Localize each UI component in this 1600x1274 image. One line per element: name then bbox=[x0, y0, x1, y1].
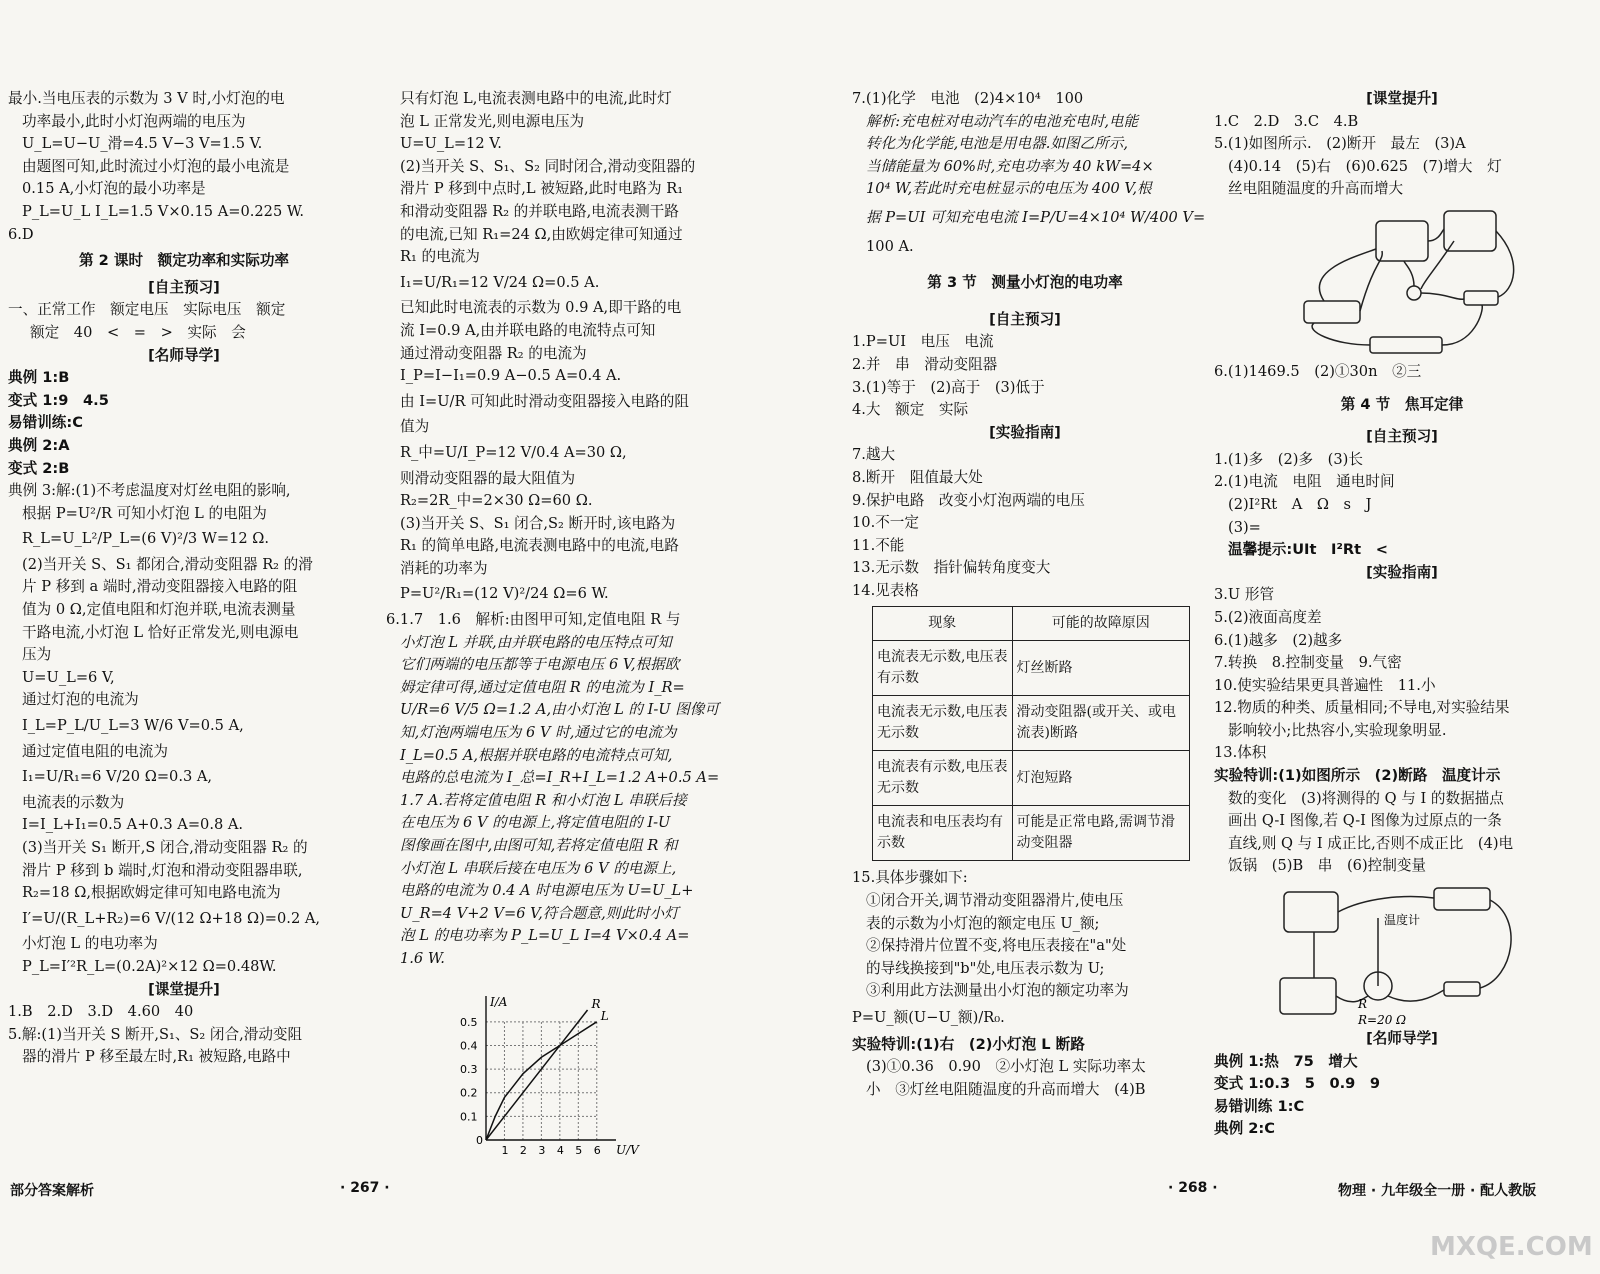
text-line: 由题图可知,此时流过小灯泡的最小电流是 bbox=[22, 157, 290, 175]
text-line: 在电压为 6 V 的电源上,将定值电阻的 I-U bbox=[400, 814, 671, 832]
text-line: 知,灯泡两端电压为 6 V 时,通过它的电流为 bbox=[400, 724, 677, 742]
resistor-label: R bbox=[1358, 997, 1368, 1012]
text-line: 小灯泡 L 的电功率为 bbox=[22, 935, 158, 953]
text-line: P=U_额(U−U_额)/R₀. bbox=[852, 1009, 1005, 1027]
text-line: 表的示数为小灯泡的额定电压 U_额; bbox=[866, 914, 1100, 932]
text-line: 温馨提示:UIt I²Rt < bbox=[1228, 541, 1388, 559]
text-line: I=I_L+I₁=0.5 A+0.3 A=0.8 A. bbox=[22, 816, 244, 834]
text-line: (3)①0.36 0.90 ②小灯泡 L 实际功率太 bbox=[866, 1058, 1146, 1076]
thermometer-label: 温度计 bbox=[1384, 913, 1421, 928]
subsection-heading: [课堂提升] bbox=[148, 980, 220, 998]
series-label: R bbox=[591, 997, 601, 1011]
text-line: 5.(1)如图所示. (2)断开 最左 (3)A bbox=[1214, 135, 1466, 153]
text-line: 10⁴ W,若此时充电桩显示的电压为 400 V,根 bbox=[866, 180, 1152, 198]
text-line: (3)当开关 S、S₁ 闭合,S₂ 断开时,该电路为 bbox=[400, 514, 676, 532]
subsection-heading: [名师导学] bbox=[1366, 1030, 1438, 1048]
text-line: 电流表的示数为 bbox=[22, 793, 125, 811]
text-line: 6.D bbox=[8, 225, 34, 243]
text-line: (2)当开关 S、S₁ 都闭合,滑动变阻器 R₂ 的滑 bbox=[22, 555, 313, 573]
ammeter-shape bbox=[1376, 221, 1428, 261]
rheostat-shape bbox=[1304, 301, 1360, 323]
text-line: 6.(1)1469.5 (2)①30n ②三 bbox=[1214, 362, 1422, 380]
text-line: 它们两端的电压都等于电源电压 6 V,根据欧 bbox=[400, 656, 680, 674]
text-line: 额定 40 < = > 实际 会 bbox=[30, 323, 246, 341]
table-cell: 电流表和电压表均有示数 bbox=[873, 806, 1013, 861]
iu-chart bbox=[452, 990, 639, 1160]
column-2 bbox=[386, 88, 736, 971]
text-line: 变式 2:B bbox=[8, 459, 70, 477]
text-line: 典例 3:解:(1)不考虑温度对灯丝电阻的影响, bbox=[8, 482, 291, 500]
text-line: R₁ 的电流为 bbox=[400, 248, 480, 266]
text-line: ①闭合开关,调节滑动变阻器滑片,使电压 bbox=[866, 892, 1124, 910]
text-line: I_P=I−I₁=0.9 A−0.5 A=0.4 A. bbox=[400, 367, 622, 385]
text-line: 9.保护电路 改变小灯泡两端的电压 bbox=[852, 491, 1085, 509]
text-line: 1.7 A.若将定值电阻 R 和小灯泡 L 串联后接 bbox=[400, 791, 687, 809]
text-line: 7.(1)化学 电池 (2)4×10⁴ 100 bbox=[852, 90, 1084, 107]
text-line: 画出 Q-I 图像,若 Q-I 图像为过原点的一条 bbox=[1228, 812, 1502, 830]
text-line: 干路电流,小灯泡 L 恰好正常发光,则电源电 bbox=[22, 623, 299, 641]
text-line: 12.物质的种类、质量相同;不导电,对实验结果 bbox=[1214, 699, 1510, 717]
table-cell: 电流表无示数,电压表有示数 bbox=[873, 641, 1013, 696]
text-line: 片 P 移到 a 端时,滑动变阻器接入电路的阻 bbox=[22, 578, 298, 596]
y-tick-label: 0.4 bbox=[460, 1039, 478, 1053]
text-line: I_L=P_L/U_L=3 W/6 V=0.5 A, bbox=[22, 717, 244, 735]
text-line: P=U²/R₁=(12 V)²/24 Ω=6 W. bbox=[400, 585, 609, 603]
text-line: 功率最小,此时小灯泡两端的电压为 bbox=[22, 112, 246, 130]
subsection-heading: [实验指南] bbox=[1366, 563, 1438, 581]
text-line: 通过定值电阻的电流为 bbox=[22, 742, 168, 760]
table-header-row bbox=[873, 607, 1190, 641]
text-line: 滑片 P 移到中点时,L 被短路,此时电路为 R₁ bbox=[400, 180, 684, 198]
table-header-cell: 可能的故障原因 bbox=[1012, 607, 1189, 641]
series-line-R bbox=[486, 1010, 588, 1140]
text-line: 器的滑片 P 移至最左时,R₁ 被短路,电路中 bbox=[22, 1048, 291, 1066]
table-header-cell: 现象 bbox=[873, 607, 1013, 641]
text-line: 据 P=UI 可知充电电流 I=P/U=4×10⁴ W/400 V= bbox=[866, 208, 1206, 226]
fault-table bbox=[872, 606, 1190, 861]
text-line: 一、正常工作 额定电压 实际电压 额定 bbox=[8, 301, 286, 319]
text-line: (4)0.14 (5)右 (6)0.625 (7)增大 灯 bbox=[1228, 157, 1502, 175]
text-line: P_L=I′²R_L=(0.2A)²×12 Ω=0.48W. bbox=[22, 957, 277, 975]
origin-label: 0 bbox=[476, 1134, 483, 1147]
text-line: 泡 L 正常发光,则电源电压为 bbox=[400, 112, 585, 130]
text-line: 电路的电流为 0.4 A 时电源电压为 U=U_L+ bbox=[400, 882, 694, 900]
table-cell: 电流表无示数,电压表无示数 bbox=[873, 696, 1013, 751]
table-row bbox=[873, 641, 1190, 696]
text-line: (2)当开关 S、S₁、S₂ 同时闭合,滑动变阻器的 bbox=[400, 157, 696, 175]
table-cell: 灯丝断路 bbox=[1012, 641, 1189, 696]
text-line: 8.断开 阻值最大处 bbox=[852, 468, 983, 486]
x-axis-label: U/V bbox=[616, 1143, 639, 1157]
circuit-diagram-2 bbox=[1274, 878, 1534, 1028]
text-line: R₂=18 Ω,根据欧姆定律可知电路电流为 bbox=[22, 884, 281, 902]
text-line: 典例 1:B bbox=[8, 369, 70, 387]
text-line: 7.转换 8.控制变量 9.气密 bbox=[1214, 654, 1402, 672]
text-line: 直线,则 Q 与 I 成正比,否则不成正比 (4)电 bbox=[1228, 834, 1514, 852]
text-line: U_L=U−U_滑=4.5 V−3 V=1.5 V. bbox=[22, 135, 263, 153]
text-line: 13.体积 bbox=[1214, 744, 1267, 762]
column-3 bbox=[852, 88, 1206, 1101]
text-line: 3.U 形管 bbox=[1214, 586, 1275, 604]
text-line: 1.B 2.D 3.D 4.60 40 bbox=[8, 1003, 194, 1021]
battery-shape bbox=[1370, 337, 1442, 353]
text-line: 典例 1:热 75 增大 bbox=[1214, 1052, 1358, 1070]
text-line: 3.(1)等于 (2)高于 (3)低于 bbox=[852, 378, 1045, 396]
text-line: 图像画在图中,由图可知,若将定值电阻 R 和 bbox=[400, 837, 678, 854]
text-line: 13.无示数 指针偏转角度变大 bbox=[852, 559, 1051, 577]
text-line: R_中=U/I_P=12 V/0.4 A=30 Ω, bbox=[400, 443, 627, 461]
footer-right: 物理 · 九年级全一册 · 配人教版 bbox=[1338, 1183, 1537, 1199]
text-line: 易错训练 1:C bbox=[1214, 1097, 1305, 1115]
text-line: 0.15 A,小灯泡的最小功率是 bbox=[22, 180, 206, 198]
text-line: R_L=U_L²/P_L=(6 V)²/3 W=12 Ω. bbox=[22, 530, 270, 548]
ammeter-shape bbox=[1284, 892, 1338, 932]
text-line: 饭锅 (5)B 串 (6)控制变量 bbox=[1228, 857, 1427, 875]
text-line: 变式 1:9 4.5 bbox=[8, 391, 109, 409]
text-line: 14.见表格 bbox=[852, 581, 919, 599]
power-supply-shape bbox=[1280, 978, 1336, 1014]
x-tick-label: 2 bbox=[519, 1144, 527, 1157]
text-line: I′=U/(R_L+R₂)=6 V/(12 Ω+18 Ω)=0.2 A, bbox=[22, 909, 321, 927]
subsection-heading: [自主预习] bbox=[148, 278, 220, 296]
text-line: (3)= bbox=[1228, 518, 1261, 536]
text-line: 通过滑动变阻器 R₂ 的电流为 bbox=[400, 344, 587, 362]
text-line: U_R=4 V+2 V=6 V,符合题意,则此时小灯 bbox=[400, 904, 679, 922]
text-line: U=U_L=6 V, bbox=[22, 668, 115, 686]
text-line: 根据 P=U²/R 可知小灯泡 L 的电阻为 bbox=[22, 504, 267, 522]
text-line: 已知此时电流表的示数为 0.9 A,即干路的电 bbox=[400, 299, 682, 317]
text-line: 通过灯泡的电流为 bbox=[22, 691, 139, 709]
resistor-value-label: R=20 Ω bbox=[1358, 1013, 1407, 1028]
text-line: 小 ③灯丝电阻随温度的升高而增大 (4)B bbox=[866, 1080, 1146, 1098]
text-line: 值为 bbox=[400, 418, 430, 436]
text-line: ②保持滑片位置不变,将电压表接在"a"处 bbox=[866, 937, 1127, 955]
text-line: P_L=U_L I_L=1.5 V×0.15 A=0.225 W. bbox=[22, 202, 304, 220]
y-tick-label: 0.3 bbox=[460, 1063, 478, 1077]
column-4 bbox=[1214, 88, 1590, 1141]
text-line: 丝电阻随温度的升高而增大 bbox=[1228, 180, 1404, 198]
text-line: 滑片 P 移到 b 端时,灯泡和滑动变阻器串联, bbox=[22, 861, 303, 879]
text-line: 1.6 W. bbox=[400, 949, 445, 967]
text-line: 则滑动变阻器的最大阻值为 bbox=[400, 469, 576, 487]
text-line: 4.大 额定 实际 bbox=[852, 401, 969, 419]
table-row bbox=[873, 806, 1190, 861]
x-tick-label: 1 bbox=[501, 1144, 509, 1157]
text-line: 2.并 串 滑动变阻器 bbox=[852, 355, 998, 373]
series-label: L bbox=[600, 1008, 609, 1023]
text-line: 影响较小;比热容小,实验现象明显. bbox=[1228, 721, 1447, 739]
table-row bbox=[873, 751, 1190, 806]
text-line: 小灯泡 L 串联后接在电压为 6 V 的电源上, bbox=[400, 859, 677, 877]
text-line: 数的变化 (3)将测得的 Q 与 I 的数据描点 bbox=[1228, 789, 1504, 807]
text-line: 流 I=0.9 A,由并联电路的电流特点可知 bbox=[400, 321, 656, 339]
text-line: 值为 0 Ω,定值电阻和灯泡并联,电流表测量 bbox=[22, 601, 296, 619]
x-tick-label: 5 bbox=[575, 1144, 583, 1157]
text-line: 由 I=U/R 可知此时滑动变阻器接入电路的阻 bbox=[400, 392, 689, 410]
y-axis-label: I/A bbox=[490, 995, 508, 1009]
text-line: 当储能量为 60%时,充电功率为 40 kW=4× bbox=[866, 157, 1154, 175]
text-line: 11.不能 bbox=[852, 536, 905, 554]
table-row bbox=[873, 696, 1190, 751]
subsection-heading: [实验指南] bbox=[989, 423, 1061, 441]
text-line: 小灯泡 L 并联,由并联电路的电压特点可知 bbox=[400, 633, 672, 651]
text-line: 2.(1)电流 电阻 通电时间 bbox=[1214, 473, 1395, 491]
section-title: 第 3 节 测量小灯泡的电功率 bbox=[927, 274, 1123, 292]
text-line: 压为 bbox=[22, 646, 52, 664]
text-line: 实验特训:(1)右 (2)小灯泡 L 断路 bbox=[852, 1035, 1085, 1053]
text-line: I₁=U/R₁=6 V/20 Ω=0.3 A, bbox=[22, 768, 213, 786]
text-line: R₂=2R_中=2×30 Ω=60 Ω. bbox=[400, 492, 593, 510]
text-line: U=U_L=12 V. bbox=[400, 135, 502, 153]
text-line: 的导线换接到"b"处,电压表示数为 U; bbox=[866, 959, 1105, 977]
text-line: 消耗的功率为 bbox=[400, 559, 488, 577]
subsection-heading: [名师导学] bbox=[148, 346, 220, 364]
section-title: 第 2 课时 额定功率和实际功率 bbox=[78, 252, 290, 270]
circuit-diagram-1 bbox=[1264, 201, 1524, 361]
x-tick-label: 6 bbox=[593, 1144, 601, 1157]
text-line: (3)当开关 S₁ 断开,S 闭合,滑动变阻器 R₂ 的 bbox=[22, 839, 308, 856]
y-tick-label: 0.2 bbox=[460, 1086, 478, 1100]
rheostat-shape bbox=[1434, 888, 1490, 910]
x-tick-label: 3 bbox=[538, 1144, 546, 1157]
text-line: R₁ 的简单电路,电流表测电路中的电流,电路 bbox=[400, 537, 679, 555]
text-line: 转化为化学能,电池是用电器.如图乙所示, bbox=[866, 135, 1129, 153]
text-line: 姆定律可得,通过定值电阻 R 的电流为 I_R= bbox=[400, 678, 685, 696]
text-line: 1.(1)多 (2)多 (3)长 bbox=[1214, 450, 1363, 468]
text-line: 6.(1)越多 (2)越多 bbox=[1214, 631, 1343, 649]
text-line: 100 A. bbox=[866, 237, 914, 255]
text-line: 7.越大 bbox=[852, 446, 896, 464]
text-line: (2)I²Rt A Ω s J bbox=[1228, 495, 1372, 513]
subsection-heading: [自主预习] bbox=[1366, 428, 1438, 446]
text-line: 的电流,已知 R₁=24 Ω,由欧姆定律可知通过 bbox=[400, 225, 683, 243]
text-line: 5.(2)液面高度差 bbox=[1214, 608, 1322, 626]
text-line: 电路的总电流为 I_总=I_R+I_L=1.2 A+0.5 A= bbox=[400, 769, 720, 787]
column-1 bbox=[8, 88, 360, 1069]
switch-shape bbox=[1444, 982, 1480, 996]
text-line: 典例 2:A bbox=[8, 436, 70, 454]
bulb-shape bbox=[1407, 286, 1421, 300]
footer-left: 部分答案解析 bbox=[10, 1183, 94, 1199]
table-cell: 可能是正常电路,需调节滑动变阻器 bbox=[1012, 806, 1189, 861]
text-line: 1.P=UI 电压 电流 bbox=[852, 333, 994, 351]
table-cell: 电流表有示数,电压表无示数 bbox=[873, 751, 1013, 806]
text-line: 10.使实验结果更具普遍性 11.小 bbox=[1214, 676, 1436, 694]
text-line: 和滑动变阻器 R₂ 的并联电路,电流表测干路 bbox=[400, 202, 679, 220]
text-line: 6.1.7 1.6 解析:由图甲可知,定值电阻 R 与 bbox=[386, 611, 681, 629]
text-line: 典例 2:C bbox=[1214, 1120, 1275, 1138]
subsection-heading: [课堂提升] bbox=[1366, 90, 1438, 107]
text-line: 只有灯泡 L,电流表测电路中的电流,此时灯 bbox=[400, 90, 672, 107]
text-line: 解析:充电桩对电动汽车的电池充电时,电能 bbox=[866, 112, 1139, 130]
text-line: I₁=U/R₁=12 V/24 Ω=0.5 A. bbox=[400, 273, 600, 291]
text-line: U/R=6 V/5 Ω=1.2 A,由小灯泡 L 的 I-U 图像可 bbox=[400, 701, 720, 719]
page-number-right: · 268 · bbox=[1168, 1180, 1218, 1196]
text-line: 1.C 2.D 3.C 4.B bbox=[1214, 112, 1359, 130]
text-line: 5.解:(1)当开关 S 断开,S₁、S₂ 闭合,滑动变阻 bbox=[8, 1025, 303, 1043]
y-tick-label: 0.1 bbox=[460, 1110, 478, 1124]
watermark: MXQE.COM bbox=[1430, 1232, 1593, 1262]
text-line: 10.不一定 bbox=[852, 514, 919, 532]
text-line: 15.具体步骤如下: bbox=[852, 869, 968, 887]
table-cell: 灯泡短路 bbox=[1012, 751, 1189, 806]
section-title: 第 4 节 焦耳定律 bbox=[1340, 395, 1464, 413]
table-cell: 滑动变阻器(或开关、或电流表)断路 bbox=[1012, 696, 1189, 751]
x-tick-label: 4 bbox=[556, 1144, 564, 1157]
text-line: 泡 L 的电功率为 P_L=U_L I=4 V×0.4 A= bbox=[400, 927, 690, 945]
text-line: 实验特训:(1)如图所示 (2)断路 温度计示 bbox=[1214, 767, 1501, 785]
text-line: I_L=0.5 A,根据并联电路的电流特点可知, bbox=[400, 746, 673, 764]
text-line: 最小.当电压表的示数为 3 V 时,小灯泡的电 bbox=[8, 90, 285, 107]
y-tick-label: 0.5 bbox=[460, 1015, 478, 1029]
switch-shape bbox=[1464, 291, 1498, 305]
subsection-heading: [自主预习] bbox=[989, 310, 1061, 328]
text-line: 易错训练:C bbox=[8, 414, 83, 432]
page-number-left: · 267 · bbox=[340, 1180, 390, 1196]
text-line: ③利用此方法测量出小灯泡的额定功率为 bbox=[866, 982, 1129, 1000]
text-line: 变式 1:0.3 5 0.9 9 bbox=[1214, 1075, 1381, 1093]
